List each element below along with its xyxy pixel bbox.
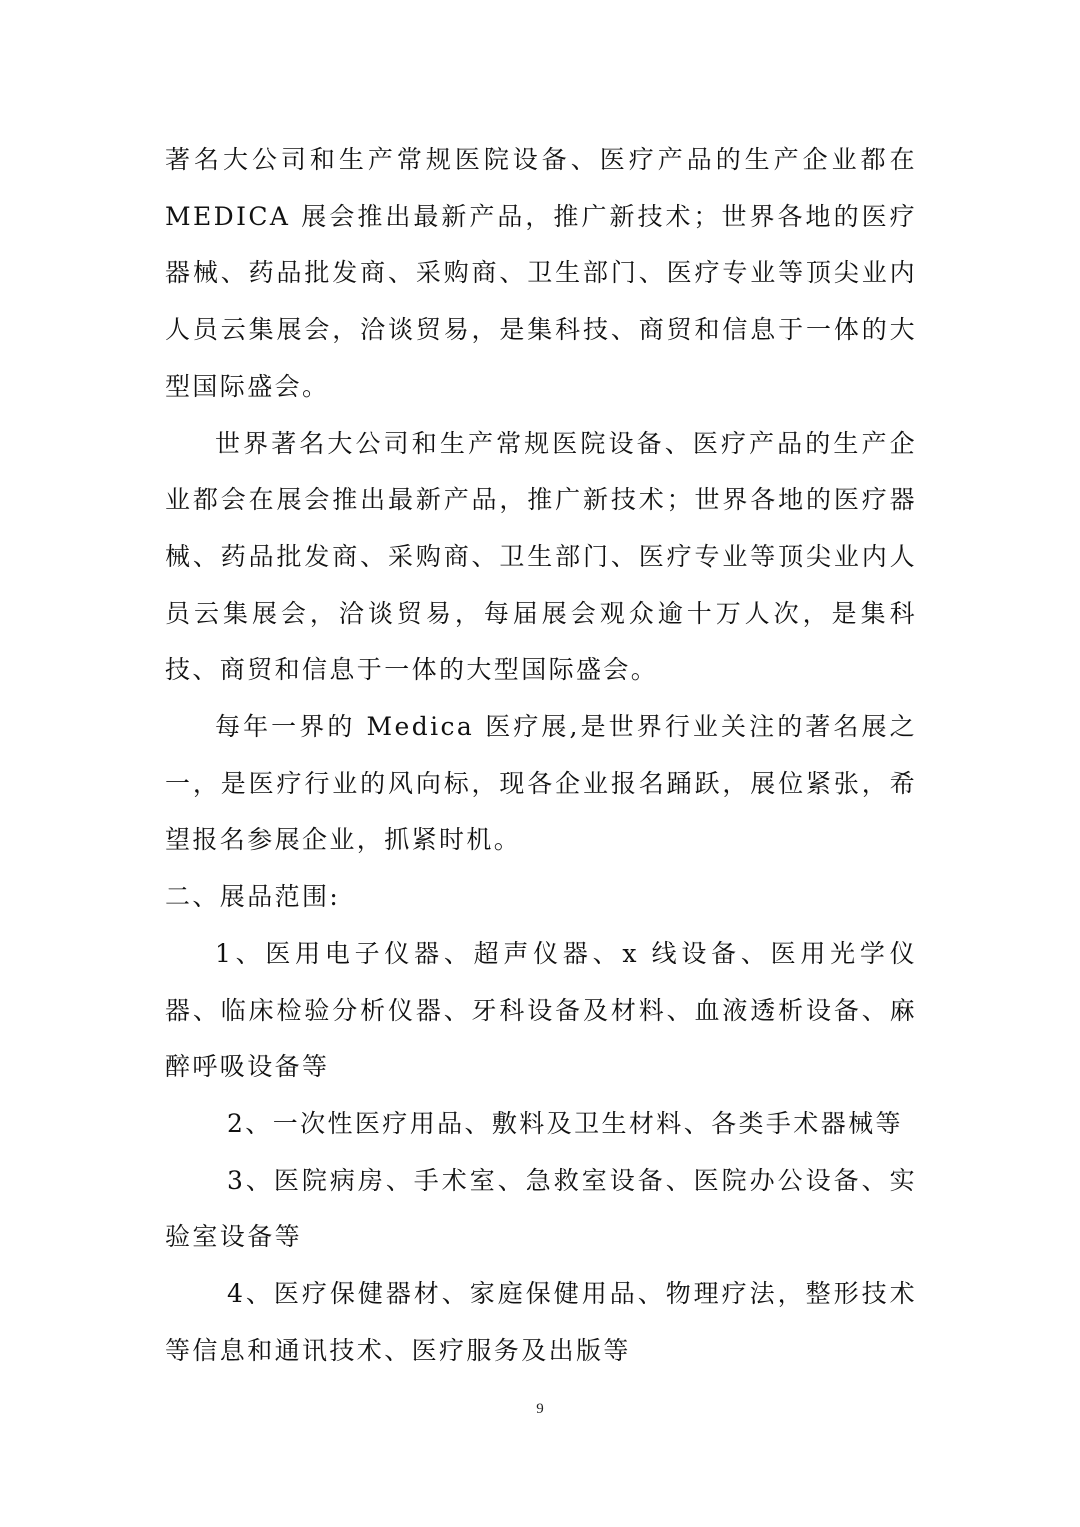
exhibit-item-1: 1、医用电子仪器、超声仪器、x 线设备、医用光学仪器、临床检验分析仪器、牙科设备及材料、血液透析设备、麻醉呼吸设备等 <box>165 938 917 1082</box>
exhibit-item-4: 4、医疗保健器材、家庭保健用品、物理疗法，整形技术等信息和通讯技术、医疗服务及出版等 <box>165 1279 917 1365</box>
section-heading-exhibit-scope: 二、展品范围: <box>165 882 341 912</box>
exhibit-item-3: 3、医院病房、手术室、急救室设备、医院办公设备、实验室设备等 <box>165 1165 917 1252</box>
document-body <box>165 132 917 1379</box>
paragraph-annual-fair: 每年一界的 Medica 医疗展,是世界行业关注的著名展之一，是医疗行业的风向标，现各企业报名踊跃，展位紧张，希望报名参展企业，抓紧时机。 <box>165 712 917 855</box>
paragraph-medica-overview: 著名大公司和生产常规医院设备、医疗产品的生产企业都在 MEDICA 展会推出最新产品，推广新技术；世界各地的医疗器械、药品批发商、采购商、卫生部门、医疗专业等顶尖业内人员云集展会，洽谈贸易，是集科技、商贸和信息于一体的大型国际盛会。 <box>165 145 917 401</box>
exhibit-item-2: 2、一次性医疗用品、敷料及卫生材料、各类手术器械等 <box>227 1108 903 1138</box>
paragraph-exhibitors: 世界著名大公司和生产常规医院设备、医疗产品的生产企业都会在展会推出最新产品，推广新技术；世界各地的医疗器械、药品批发商、采购商、卫生部门、医疗专业等顶尖业内人员云集展会，洽谈贸易，每届展会观众逾十万人次，是集科技、商贸和信息于一体的大型国际盛会。 <box>165 428 917 685</box>
page-number: 9 <box>536 1401 544 1417</box>
